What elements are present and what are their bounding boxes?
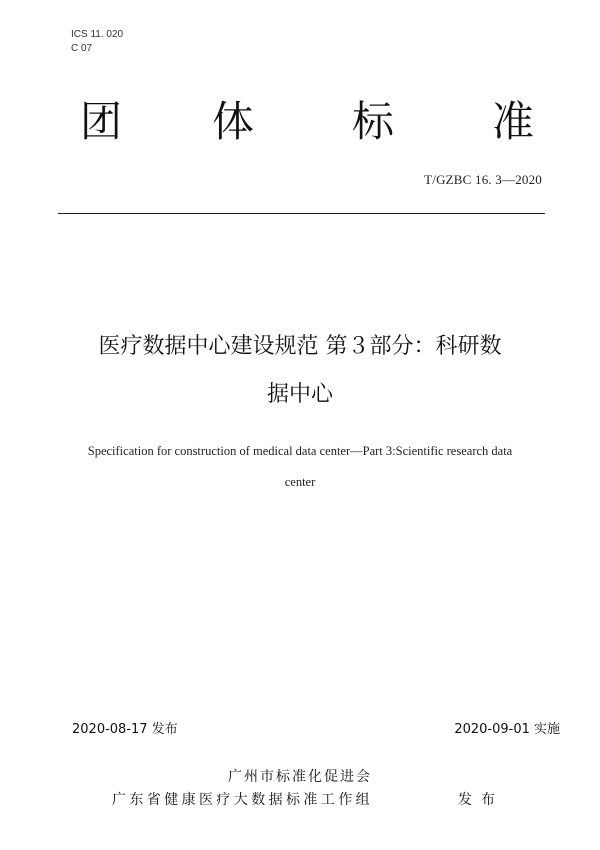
implementation-date: 2020-09-01 实施 (454, 722, 560, 737)
issue-action: 发 布 (458, 792, 495, 808)
english-title-line-1: Specification for construction of medical data center—Part 3:Scientific research data (87, 444, 513, 458)
title-char-3: 标 (352, 97, 395, 146)
release-date: 2020-08-17 发布 (72, 722, 178, 737)
ccs-code: C 07 (71, 43, 93, 54)
standard-number: T/GZBC 16. 3—2020 (424, 172, 542, 187)
title-char-2: 体 (212, 97, 255, 146)
issuer-org-2: 广东省健康医疗大数据标准工作组 (112, 792, 373, 808)
ics-code: ICS 11. 020 (71, 29, 124, 40)
english-title-line-2: center (284, 475, 316, 489)
header-divider (58, 213, 545, 214)
title-char-4: 准 (492, 97, 535, 146)
document-type-title (0, 92, 600, 152)
ics-code-block (71, 28, 123, 56)
title-char-1: 团 (80, 97, 123, 146)
chinese-title-line-2: 据中心 (266, 382, 333, 407)
issuer-org-1: 广州市标准化促进会 (228, 769, 372, 785)
chinese-title-line-1: 医疗数据中心建设规范 第３部分：科研数 (98, 334, 502, 359)
